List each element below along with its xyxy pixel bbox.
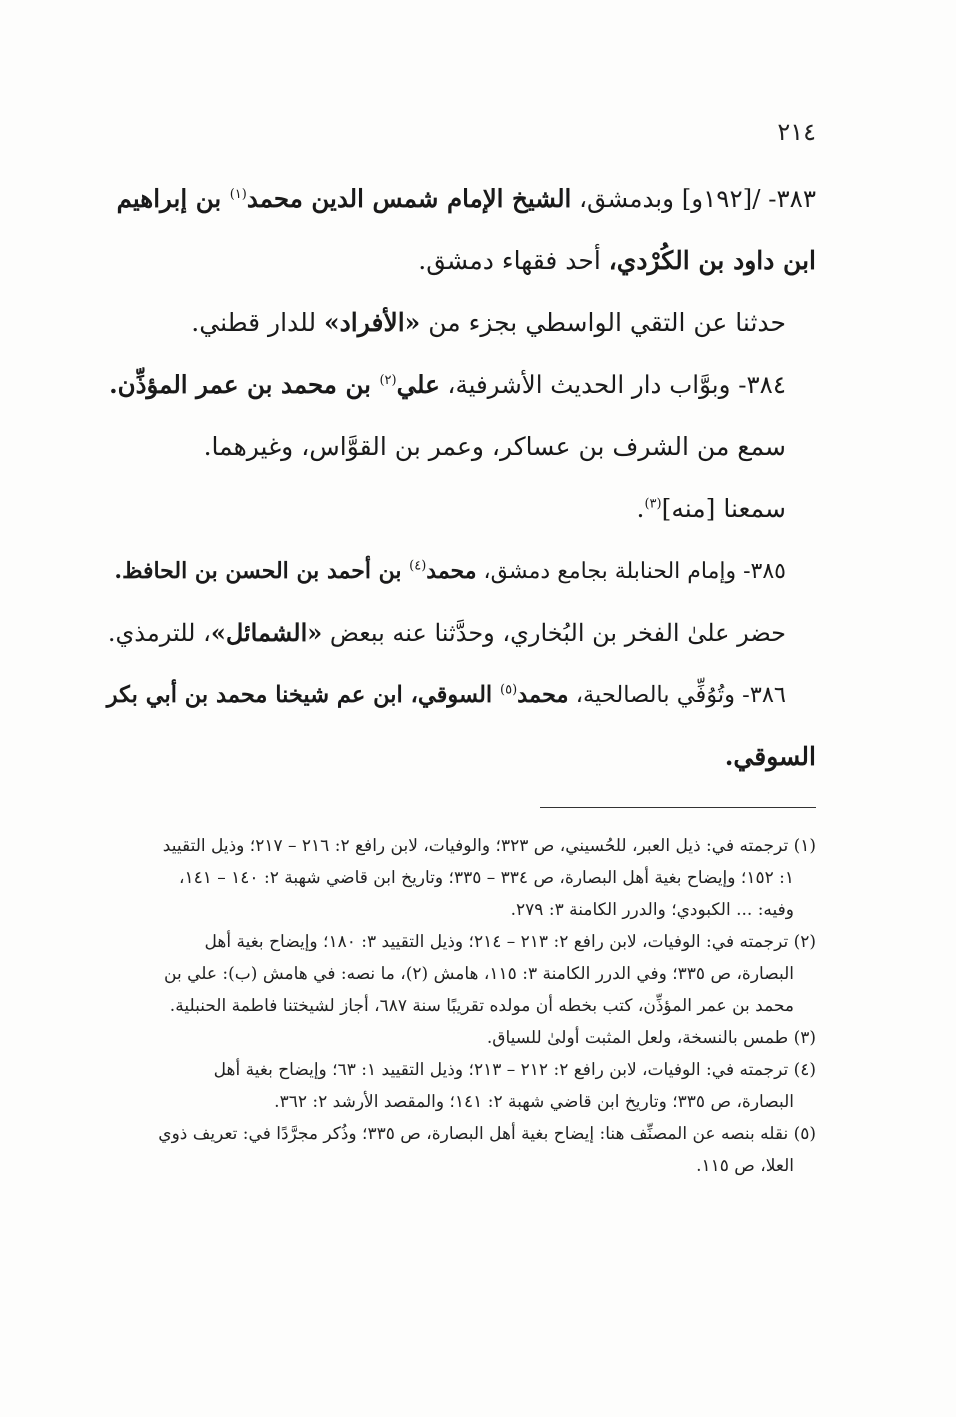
entry-name: الشيخ الإمام شمس الدين محمد — [246, 184, 572, 213]
footnote-ref: (٢) — [379, 372, 397, 388]
entry-383-line-1: ٣٨٣- /[١٩٢و] وبدمشق، الشيخ الإمام شمس الدين محمد$^{(١)}$ بن إبراهيم — [116, 184, 816, 213]
book-title: «الشمائل» — [210, 618, 323, 647]
footnote-ref: (٣) — [644, 496, 662, 512]
footnote-ref: (٥) — [500, 682, 518, 698]
folio-marker: [١٩٢و] — [681, 184, 753, 213]
main-text — [106, 168, 816, 788]
page-number: ٢١٤ — [777, 118, 816, 146]
entry-number: ٣٨٣- / — [752, 184, 816, 213]
entry-name: محمد — [517, 682, 569, 708]
entry-385-line-1: ٣٨٥- وإمام الحنابلة بجامع دمشق، محمد$^{(٤)}$ بن أحمد بن الحسن بن الحافظ. — [114, 558, 786, 584]
footnote-ref: (٤) — [409, 558, 427, 574]
entry-number: ٣٨٤- — [730, 370, 786, 399]
footnote-4: (٤) ترجمته في: الوفيات، لابن رافع ٢: ٢١٢ – ٢١٣؛ وذيل التقييد ١: ٦٣؛ وإيضاح بغية أهل البصارة، ص ٣٣٥؛ وتاريخ ابن قاضي شهبة ٢: ١٤١؛ والمقصد الأرشد ٢: ٣٦٢. — [213, 1060, 816, 1112]
entry-384-line-2: سمع من الشرف بن عساكر، وعمر بن القوَّاس، وغيرهما. — [203, 432, 786, 461]
entry-385-line-2: حضر علىٰ الفخر بن البُخاري، وحدَّثنا عنه ببعض «الشمائل»، للترمذي. — [107, 618, 786, 647]
footnote-3: (٣) طمس بالنسخة، ولعل المثبت أولىٰ للسياق. — [486, 1028, 816, 1048]
footnotes — [106, 830, 816, 1182]
entry-number: ٣٨٥- — [736, 559, 786, 584]
footnote-separator — [540, 807, 816, 808]
entry-384-line-1: ٣٨٤- وبوَّاب دار الحديث الأشرفية، علي$^{(٢)}$ بن محمد بن عمر المؤذِّن. — [109, 370, 786, 399]
entry-386-line-2: السوقي. — [724, 742, 816, 771]
footnote-1: (١) ترجمته في: ذيل العبر، للحُسيني، ص ٣٢٣؛ والوفيات، لابن رافع ٢: ٢١٦ – ٢١٧؛ وذيل التقييد ١: ١٥٢؛ وإيضاح بغية أهل البصارة، ص ٣٣٤ – ٣٣٥؛ وتاريخ ابن قاضي شهبة ٢: ١٤٠ – ١٤١، وفيه: ... الكبودي؛ والدرر الكامنة ٣: ٢٧٩. — [162, 836, 816, 920]
entry-383-line-2: ابن داود بن الكُرْدي، أحد فقهاء دمشق. — [418, 246, 816, 275]
entry-name: علي — [396, 370, 440, 399]
entry-383-line-3: حدثنا عن التقي الواسطي بجزء من «الأفراد» للدار قطني. — [191, 308, 786, 337]
entry-386-line-1: ٣٨٦- وتُوُفِّي بالصالحية، محمد$^{(٥)}$ السوقي، ابن عم شيخنا محمد بن أبي بكر — [106, 682, 786, 708]
footnote-2: (٢) ترجمته في: الوفيات، لابن رافع ٢: ٢١٣ – ٢١٤؛ وذيل التقييد ٣: ١٨٠؛ وإيضاح بغية أهل البصارة، ص ٣٣٥؛ وفي الدرر الكامنة ٣: ١١٥، هامش (٢)، ما نصه: في هامش (ب): علي بن محمد بن عمر المؤذِّن، كتب بخطه أن مولده تقريبًا سنة ٦٨٧، أجاز لشيختنا فاطمة الحنبلية. — [164, 932, 816, 1016]
entry-384-line-3: سمعنا [منه]$^{(٣)}$. — [636, 494, 786, 523]
footnote-ref: (١) — [229, 186, 247, 202]
footnote-5: (٥) نقله بنصه عن المصنِّف هنا: إيضاح بغية أهل البصارة، ص ٣٣٥؛ وذُكر مجرَّدًا في: تعريف ذوي العلا، ص ١١٥. — [158, 1124, 816, 1176]
entry-number: ٣٨٦- — [734, 682, 786, 708]
entry-name: محمد — [426, 558, 477, 584]
book-title: «الأفراد» — [324, 308, 421, 337]
